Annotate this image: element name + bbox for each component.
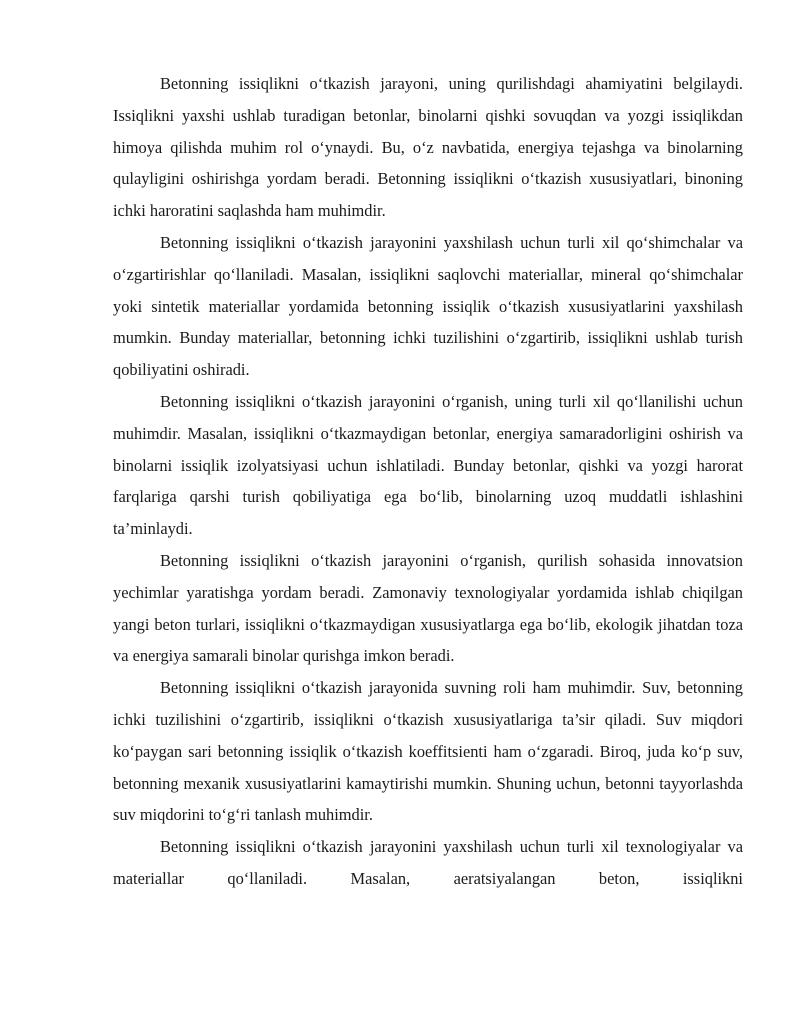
paragraph: Betonning issiqlikni o‘tkazish jarayonida suvning roli ham muhimdir. Suv, betonning ichki tuzilishini o‘zgartirib, issiqlikni o‘tkazish xususiyatlariga ta’sir qiladi. Suv miqdori ko‘paygan sari betonning issiqlik o‘tkazish koeffitsienti ham o‘zgaradi. Biroq, juda ko‘p suv, betonning mexanik xususiyatlarini kamaytirishi mumkin. Shuning uchun, betonni tayyorlashda suv miqdorini to‘g‘ri tanlash muhimdir. — [113, 678, 743, 825]
paragraph: Betonning issiqlikni o‘tkazish jarayoni, uning qurilishdagi ahamiyatini belgilaydi. Issiqlikni yaxshi ushlab turadigan betonlar, binolarni qishki sovuqdan va yozgi issiqlikdan himoya qilishda muhim rol o‘ynaydi. Bu, o‘z navbatida, energiya tejashga va binolarning qulayligini oshirishga yordam beradi. Betonning issiqlikni o‘tkazish xususiyatlari, binoning ichki haroratini saqlashda ham muhimdir. — [113, 74, 743, 221]
paragraph: Betonning issiqlikni o‘tkazish jarayonini o‘rganish, uning turli xil qo‘llanilishi uchun muhimdir. Masalan, issiqlikni o‘tkazmaydigan betonlar, energiya samaradorligini oshirish va binolarni issiqlik izolyatsiyasi uchun ishlatiladi. Bunday betonlar, qishki va yozgi harorat farqlariga qarshi turish qobiliyatiga ega bo‘lib, binolarning uzoq muddatli ishlashini ta’minlaydi. — [113, 391, 743, 539]
document-page — [113, 68, 743, 895]
paragraph: Betonning issiqlikni o‘tkazish jarayonini yaxshilash uchun turli xil qo‘shimchalar va o‘zgartirishlar qo‘llaniladi. Masalan, issiqlikni saqlovchi materiallar, mineral qo‘shimchalar yoki sintetik materiallar yordamida betonning issiqlik o‘tkazish xususiyatlarini yaxshilash mumkin. Bunday materiallar, betonning ichki tuzilishini o‘zgartirib, issiqlikni ushlab turish qobiliyatini oshiradi. — [113, 232, 743, 380]
paragraph-truncated: Betonning issiqlikni o‘tkazish jarayonini yaxshilash uchun turli xil texnologiyalar va materiallar qo‘llaniladi. Masalan, aeratsiyalangan beton, issiqlikni — [113, 837, 743, 888]
paragraph: Betonning issiqlikni o‘tkazish jarayonini o‘rganish, qurilish sohasida innovatsion yechimlar yaratishga yordam beradi. Zamonaviy texnologiyalar yordamida ishlab chiqilgan yangi beton turlari, issiqlikni o‘tkazmaydigan xususiyatlarga ega bo‘lib, ekologik jihatdan toza va energiya samarali binolar qurishga imkon beradi. — [113, 550, 743, 666]
